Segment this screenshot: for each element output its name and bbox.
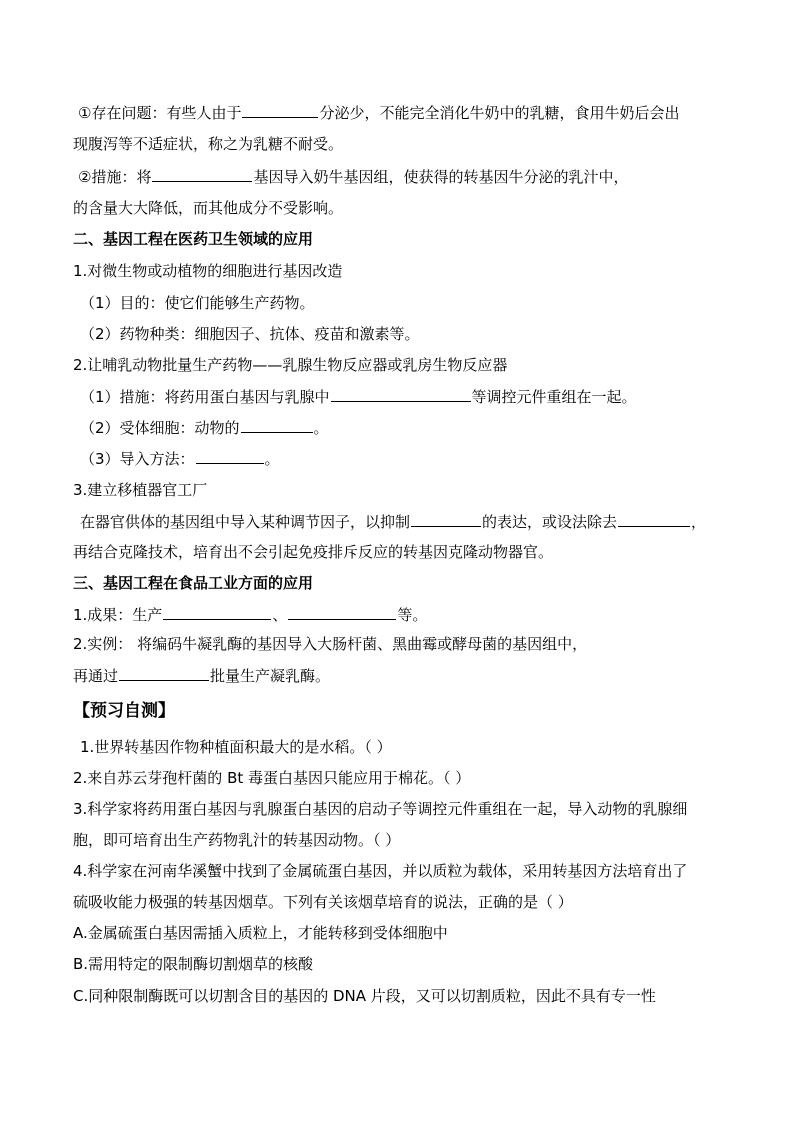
text: ②措施：将 [78, 168, 152, 186]
question-3-line-1: 3.科学家将药用蛋白基因与乳腺蛋白基因的启动子等调控元件重组在一起，导入动物的乳腺细 [73, 800, 688, 818]
selftest-heading: 【预习自测】 [73, 701, 175, 721]
text: 。 [313, 419, 329, 437]
answer-blank[interactable] [618, 511, 690, 527]
text: 等调控元件重组在一起。 [471, 388, 637, 406]
text: 等。 [397, 606, 428, 624]
section2-item3-text-2: 再结合克隆技术，培育出不会引起免疫排斥反应的转基因克隆动物器官。 [73, 543, 554, 561]
text: 批量生产凝乳酶。 [210, 667, 331, 685]
text: 1.成果：生产 [73, 606, 163, 624]
section3-item2-line-1: 2.实例： 将编码牛凝乳酶的基因导入大肠杆菌、黑曲霉或酵母菌的基因组中， [73, 635, 588, 653]
text: （1）措施：将药用蛋白基因与乳腺中 [80, 388, 330, 406]
answer-blank[interactable] [331, 386, 471, 402]
answer-blank[interactable] [288, 604, 396, 620]
text: 再通过 [73, 667, 119, 685]
option-c: C.同种限制酶既可以切割含目的基因的 DNA 片段，又可以切割质粒，因此不具有专一性 [73, 987, 656, 1005]
text: （2）受体细胞：动物的 [80, 419, 240, 437]
text: 。 [264, 450, 280, 468]
section2-heading: 二、基因工程在医药卫生领域的应用 [73, 230, 314, 248]
lactose-measure-line-2: 的含量大大降低，而其他成分不受影响。 [73, 199, 344, 217]
text: 基因导入奶牛基因组，使获得的转基因牛分泌的乳汁中， [253, 168, 629, 186]
answer-blank[interactable] [242, 102, 318, 118]
text: 、 [272, 606, 288, 624]
section2-item3-text-1 [80, 511, 706, 532]
text: 在器官供体的基因组中导入某种调节因子，以抑制 [80, 513, 411, 531]
answer-blank[interactable] [411, 511, 481, 527]
question-2: 2.来自苏云芽孢杆菌的 Bt 毒蛋白基因只能应用于棉花。（ ） [73, 769, 471, 787]
question-4-line-1: 4.科学家在河南华溪蟹中找到了金属硫蛋白基因，并以质粒为载体，采用转基因方法培育出了 [73, 862, 688, 880]
section3-item1 [73, 604, 427, 625]
section2-item1-types: （2）药物种类：细胞因子、抗体、疫苗和激素等。 [80, 325, 420, 343]
text: ， [691, 513, 707, 531]
answer-blank[interactable] [119, 665, 209, 681]
section2-item2-method [80, 448, 280, 469]
question-3-line-2: 胞，即可培育出生产药物乳汁的转基因动物。（ ） [73, 831, 401, 849]
section2-item2: 2.让哺乳动物批量生产药物——乳腺生物反应器或乳房生物反应器 [73, 356, 508, 374]
question-4-line-2: 硫吸收能力极强的转基因烟草。下列有关该烟草培育的说法，正确的是（ ） [73, 893, 573, 911]
lactose-problem-line-1 [78, 102, 679, 123]
lactose-measure-line-1 [78, 166, 628, 187]
section2-item1-purpose: （1）目的：使它们能够生产药物。 [80, 294, 315, 312]
answer-blank[interactable] [152, 166, 252, 182]
question-1: 1.世界转基因作物种植面积最大的是水稻。（ ） [80, 738, 392, 756]
text: 的表达，或设法除去 [482, 513, 618, 531]
answer-blank[interactable] [241, 417, 313, 433]
option-a: A.金属硫蛋白基因需插入质粒上，才能转移到受体细胞中 [73, 924, 448, 942]
section2-item1: 1.对微生物或动植物的细胞进行基因改造 [73, 262, 343, 280]
option-b: B.需用特定的限制酶切割烟草的核酸 [73, 955, 314, 973]
section2-item2-recipient [80, 417, 329, 438]
section2-item2-measure [80, 386, 637, 407]
text: 分泌少，不能完全消化牛奶中的乳糖，食用牛奶后会出 [319, 104, 680, 122]
answer-blank[interactable] [163, 604, 271, 620]
lactose-problem-line-2: 现腹泻等不适症状，称之为乳糖不耐受。 [73, 135, 344, 153]
section2-item3: 3.建立移植器官工厂 [73, 481, 208, 499]
section3-heading: 三、基因工程在食品工业方面的应用 [73, 574, 314, 592]
answer-blank[interactable] [196, 448, 264, 464]
section3-item2-line-2 [73, 665, 330, 686]
text: （3）导入方法： [80, 450, 195, 468]
text: ①存在问题：有些人由于 [78, 104, 242, 122]
